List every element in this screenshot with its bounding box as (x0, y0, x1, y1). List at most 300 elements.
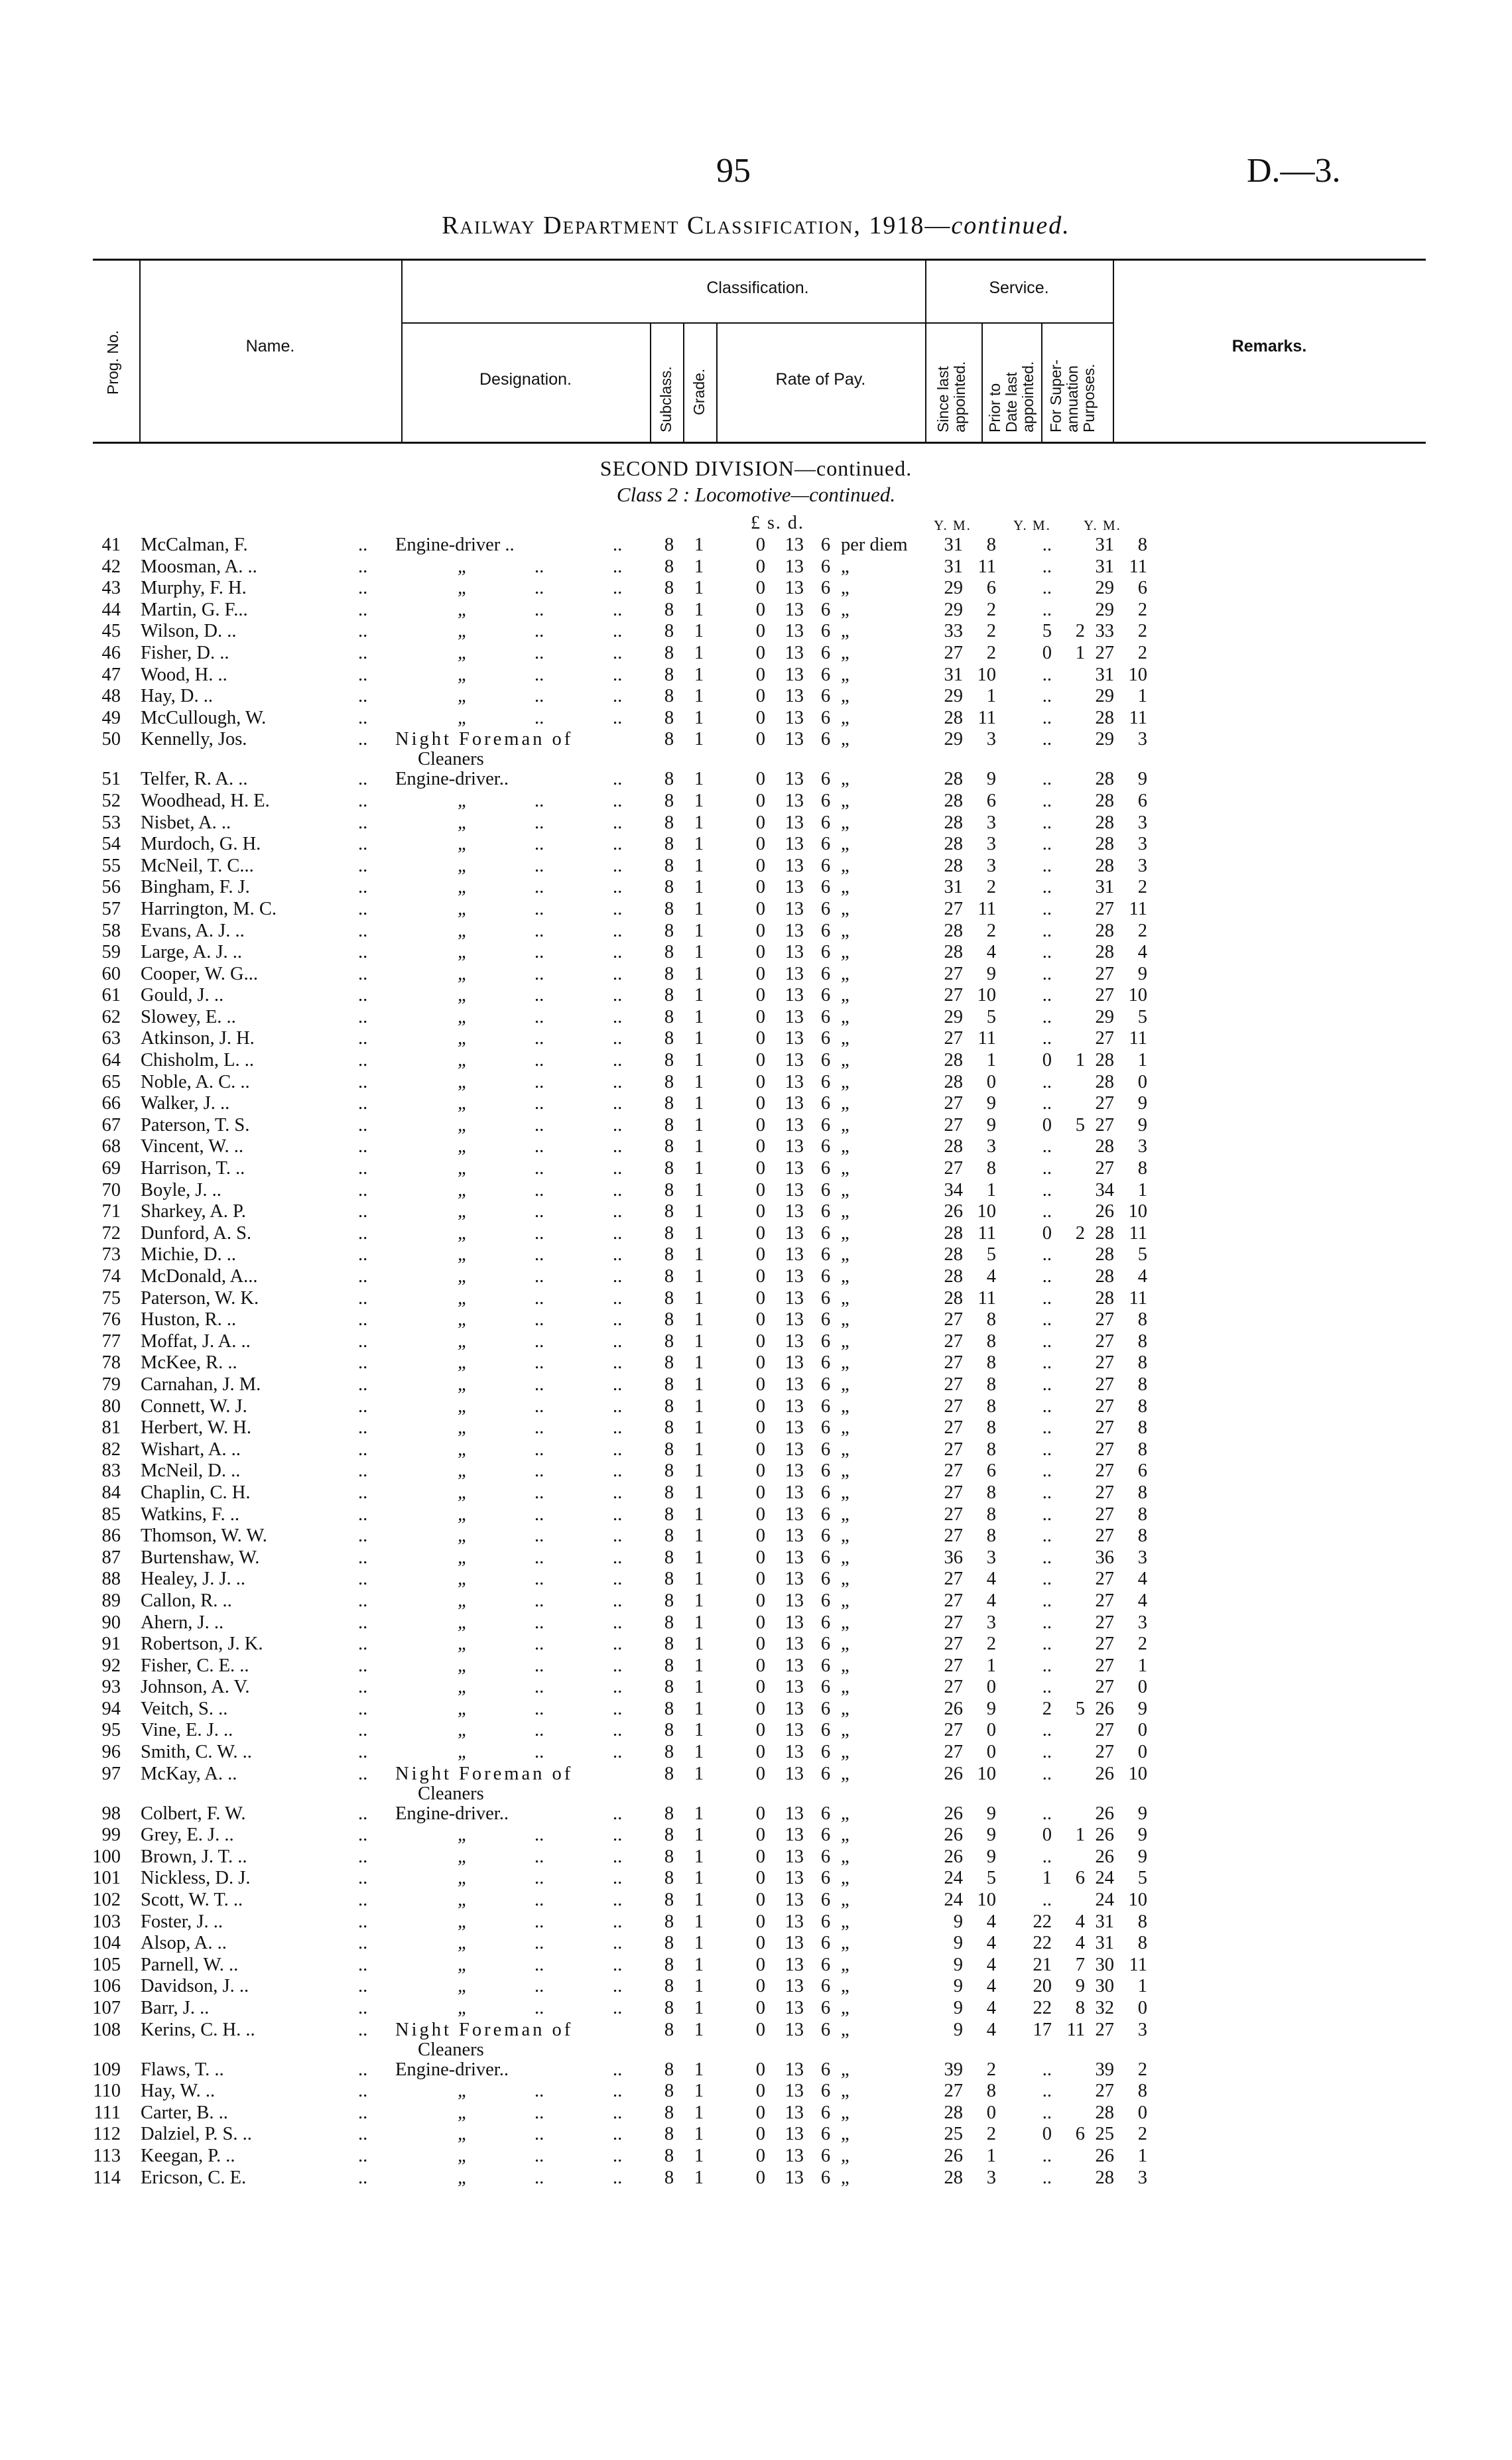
months: 10 (1128, 1890, 1147, 1911)
service-prior (1017, 1072, 1086, 1093)
staff-name: Large, A. J. .. (141, 942, 243, 963)
staff-name: Woodhead, H. E. (141, 790, 270, 811)
years: 28 (944, 1136, 963, 1157)
grade: 1 (694, 1846, 704, 1867)
pay-shillings: 13 (785, 642, 804, 663)
service-superannuation (1080, 2059, 1158, 2081)
months: 9 (1137, 769, 1147, 790)
service-prior (1017, 1223, 1086, 1244)
pay-period: „ (841, 1634, 850, 1655)
years: 27 (1095, 1330, 1114, 1352)
leader-dots: .. (358, 1071, 368, 1092)
ditto-mark: „ (458, 790, 468, 811)
ditto-mark: „ (458, 1890, 468, 1911)
leader-dots: .. (613, 1006, 623, 1027)
years: .. (1042, 1417, 1052, 1439)
service-prior (1017, 1396, 1086, 1417)
pay-pounds: 0 (755, 729, 765, 750)
months: 8 (986, 1417, 996, 1439)
years: 26 (1095, 1825, 1114, 1846)
years: 28 (944, 1244, 963, 1265)
leader-dots: .. (535, 1890, 544, 1911)
months: 1 (986, 2145, 996, 2166)
leader-dots: .. (613, 1136, 623, 1157)
grade: 1 (694, 1954, 704, 1975)
leader-dots: .. (358, 1998, 368, 2018)
prog-no: 54 (101, 834, 121, 855)
months: 2 (1137, 2124, 1147, 2145)
service-prior (1017, 2168, 1086, 2189)
leader-dots: .. (358, 1028, 368, 1049)
years: 28 (1095, 942, 1114, 963)
leader-dots: .. (358, 729, 368, 750)
pay-period: „ (841, 1222, 850, 1244)
pay-pence: 6 (820, 1114, 831, 1135)
pay-shillings: 13 (785, 686, 804, 707)
service-since-last (928, 578, 1007, 599)
pay-pence: 6 (820, 877, 831, 898)
years: 27 (1095, 1460, 1114, 1482)
service-superannuation (1080, 2168, 1158, 2189)
years: 27 (944, 1093, 963, 1114)
leader-dots: .. (358, 621, 368, 642)
months: 3 (1137, 834, 1147, 855)
service-prior (1017, 1868, 1086, 1889)
service-prior (1017, 1976, 1086, 1997)
leader-dots: .. (358, 535, 368, 555)
months: 6 (1075, 2124, 1085, 2145)
years: 27 (1095, 1525, 1114, 1547)
subclass: 8 (664, 729, 674, 750)
staff-name: Vine, E. J. .. (141, 1720, 233, 1741)
table-row (0, 2103, 1512, 2124)
prog-no: 111 (94, 2102, 121, 2123)
service-since-last (928, 1655, 1007, 1677)
ditto-mark: „ (458, 578, 468, 599)
staff-name: Boyle, J. .. (141, 1179, 221, 1200)
months: 1 (986, 686, 996, 707)
years: 27 (944, 1114, 963, 1135)
leader-dots: .. (535, 1439, 544, 1460)
service-prior (1017, 1955, 1086, 1976)
years: 34 (1095, 1179, 1114, 1200)
months: 10 (977, 985, 996, 1006)
years: 26 (1095, 1201, 1114, 1222)
leader-dots: .. (535, 1590, 544, 1611)
months: 4 (1137, 1590, 1147, 1611)
leader-dots: .. (358, 985, 368, 1006)
years: .. (1042, 1309, 1052, 1330)
pay-period: „ (841, 2102, 850, 2123)
leader-dots: .. (358, 1868, 368, 1889)
table-row (0, 1158, 1512, 1180)
years: .. (1042, 2167, 1052, 2188)
pay-pounds: 0 (755, 790, 765, 811)
months: 4 (986, 2019, 996, 2040)
ditto-mark: „ (458, 1266, 468, 1287)
leader-dots: .. (358, 1093, 368, 1114)
years: 31 (1095, 1911, 1114, 1932)
service-superannuation (1080, 1803, 1158, 1825)
grade: 1 (694, 1460, 704, 1482)
service-prior (1017, 1933, 1086, 1954)
service-since-last (928, 985, 1007, 1006)
years: 27 (1095, 1482, 1114, 1503)
service-superannuation (1080, 729, 1158, 750)
months: 11 (1129, 1222, 1147, 1244)
pay-period: „ (841, 1093, 850, 1114)
pay-period: „ (841, 1374, 850, 1395)
leader-dots: .. (358, 1006, 368, 1027)
pay-period: per diem (841, 535, 908, 555)
units-super: Y. M. (1084, 517, 1121, 533)
pay-pounds: 0 (755, 578, 765, 599)
prog-no: 61 (101, 985, 121, 1006)
subclass: 8 (664, 769, 674, 790)
leader-dots: .. (358, 1720, 368, 1741)
staff-name: Ahern, J. .. (141, 1612, 224, 1633)
leader-dots: .. (358, 2145, 368, 2166)
service-prior (1017, 1890, 1086, 1911)
years: 27 (1095, 1720, 1114, 1741)
years: 0 (1042, 642, 1052, 663)
years: 27 (944, 1612, 963, 1633)
years: 31 (1095, 535, 1114, 555)
pay-pence: 6 (820, 1998, 831, 2018)
pay-pence: 6 (820, 642, 831, 663)
pay-period: „ (841, 942, 850, 963)
pay-pounds: 0 (755, 1136, 765, 1157)
years: 27 (1095, 1093, 1114, 1114)
pay-pounds: 0 (755, 2102, 765, 2123)
service-prior (1017, 621, 1086, 642)
pay-pence: 6 (820, 2081, 831, 2102)
pay-shillings: 13 (785, 2019, 804, 2040)
months: 2 (1137, 642, 1147, 663)
years: .. (1042, 1460, 1052, 1482)
service-superannuation (1080, 621, 1158, 642)
pay-pounds: 0 (755, 1093, 765, 1114)
years: 28 (1095, 769, 1114, 790)
pay-shillings: 13 (785, 1244, 804, 1265)
pay-pounds: 0 (755, 1201, 765, 1222)
leader-dots: .. (535, 2102, 544, 2123)
service-prior (1017, 1460, 1086, 1482)
years: 28 (944, 769, 963, 790)
leader-dots: .. (613, 1309, 623, 1330)
years: 9 (953, 1933, 963, 1954)
service-superannuation (1080, 2124, 1158, 2145)
table-row (0, 729, 1512, 769)
prog-no: 99 (101, 1825, 121, 1846)
service-since-last (928, 1201, 1007, 1222)
table-row (0, 1525, 1512, 1547)
leader-dots: .. (535, 1698, 544, 1719)
leader-dots: .. (358, 1612, 368, 1633)
years: 27 (944, 1482, 963, 1503)
leader-dots: .. (535, 985, 544, 1006)
leader-dots: .. (613, 1439, 623, 1460)
pay-pence: 6 (820, 1222, 831, 1244)
prog-no: 82 (101, 1439, 121, 1460)
header-subclass: Subclass. (657, 366, 674, 432)
table-row (0, 1890, 1512, 1911)
table-row (0, 2146, 1512, 2168)
table-row (0, 1331, 1512, 1353)
service-superannuation (1080, 1655, 1158, 1677)
staff-name: McDonald, A... (141, 1266, 258, 1287)
pay-shillings: 13 (785, 729, 804, 750)
pay-period: „ (841, 1720, 850, 1741)
pay-pence: 6 (820, 1374, 831, 1395)
pay-period: „ (841, 898, 850, 919)
service-prior (1017, 1244, 1086, 1265)
years: 26 (1095, 2145, 1114, 2166)
service-prior (1017, 2059, 1086, 2081)
staff-name: Thomson, W. W. (141, 1525, 267, 1547)
subclass: 8 (664, 1287, 674, 1309)
leader-dots: .. (358, 1825, 368, 1846)
months: 11 (1129, 898, 1147, 919)
years: 9 (953, 1998, 963, 2018)
months: 3 (1137, 1547, 1147, 1568)
prog-no: 41 (101, 535, 121, 555)
grade: 1 (694, 1911, 704, 1932)
pay-period: „ (841, 834, 850, 855)
pay-pounds: 0 (755, 1803, 765, 1824)
leader-dots: .. (535, 790, 544, 811)
years: 26 (944, 1825, 963, 1846)
leader-dots: .. (613, 1677, 623, 1698)
years: 31 (944, 664, 963, 685)
pay-period: „ (841, 1395, 850, 1417)
months: 8 (986, 1309, 996, 1330)
staff-name: Grey, E. J. .. (141, 1825, 234, 1846)
prog-no: 49 (101, 707, 121, 728)
leader-dots: .. (358, 769, 368, 790)
leader-dots: .. (535, 1266, 544, 1287)
leader-dots: .. (613, 1846, 623, 1867)
pay-shillings: 13 (785, 2124, 804, 2145)
pay-period: „ (841, 1352, 850, 1374)
pay-pounds: 0 (755, 2019, 765, 2040)
pay-period: „ (841, 1136, 850, 1157)
staff-name: Connett, W. J. (141, 1395, 247, 1417)
years: 27 (944, 1028, 963, 1049)
prog-no: 90 (101, 1612, 121, 1633)
pay-pounds: 0 (755, 686, 765, 707)
prog-no: 43 (101, 578, 121, 599)
pay-period: „ (841, 1976, 850, 1997)
months: 8 (1137, 1330, 1147, 1352)
subclass: 8 (664, 1825, 674, 1846)
pay-pence: 6 (820, 2019, 831, 2040)
pay-period: „ (841, 1954, 850, 1975)
service-superannuation (1080, 1998, 1158, 2019)
months: 9 (1137, 1114, 1147, 1135)
prog-no: 84 (101, 1482, 121, 1503)
service-since-last (928, 665, 1007, 686)
leader-dots: .. (613, 1071, 623, 1092)
leader-dots: .. (613, 1998, 623, 2018)
grade: 1 (694, 1266, 704, 1287)
years: .. (1042, 1006, 1052, 1027)
leader-dots: .. (535, 1846, 544, 1867)
service-since-last (928, 1890, 1007, 1911)
prog-no: 57 (101, 898, 121, 919)
grade: 1 (694, 920, 704, 941)
subclass: 8 (664, 1998, 674, 2018)
leader-dots: .. (613, 2081, 623, 2102)
years: 29 (1095, 599, 1114, 620)
years: 27 (1095, 1417, 1114, 1439)
grade: 1 (694, 1825, 704, 1846)
service-superannuation (1080, 643, 1158, 664)
pay-period: „ (841, 1655, 850, 1676)
service-prior (1017, 1288, 1086, 1309)
service-superannuation (1080, 1933, 1158, 1954)
pay-pence: 6 (820, 1698, 831, 1719)
table-row (0, 1244, 1512, 1266)
months: 8 (1137, 1158, 1147, 1179)
pay-pence: 6 (820, 1933, 831, 1954)
subclass: 8 (664, 2167, 674, 2188)
pay-pence: 6 (820, 942, 831, 963)
months: 3 (986, 1136, 996, 1157)
service-superannuation (1080, 1028, 1158, 1049)
service-superannuation (1080, 1590, 1158, 1612)
service-prior (1017, 1803, 1086, 1825)
months: 9 (986, 1698, 996, 1719)
pay-pence: 6 (820, 1677, 831, 1698)
leader-dots: .. (613, 1352, 623, 1374)
table-row (0, 1612, 1512, 1634)
leader-dots: .. (535, 1868, 544, 1889)
years: 26 (944, 1201, 963, 1222)
years: 27 (944, 1655, 963, 1676)
months: 2 (986, 2124, 996, 2145)
service-prior (1017, 665, 1086, 686)
leader-dots: .. (535, 1417, 544, 1439)
staff-name: McNeil, D. .. (141, 1460, 241, 1482)
designation: Engine-driver.. (395, 2059, 509, 2080)
leader-dots: .. (613, 1954, 623, 1975)
months: 1 (986, 1179, 996, 1200)
ditto-mark: „ (458, 1093, 468, 1114)
table-row (0, 834, 1512, 856)
designation: Night Foreman of (395, 729, 574, 750)
staff-name: Veitch, S. .. (141, 1698, 228, 1719)
leader-dots: .. (358, 2019, 368, 2040)
pay-pence: 6 (820, 1547, 831, 1568)
years: .. (1042, 707, 1052, 728)
service-since-last (928, 1331, 1007, 1352)
subclass: 8 (664, 1504, 674, 1525)
pay-pounds: 0 (755, 769, 765, 790)
years: 27 (944, 1634, 963, 1655)
pay-pence: 6 (820, 1417, 831, 1439)
staff-name: Davidson, J. .. (141, 1976, 249, 1997)
pay-pounds: 0 (755, 898, 765, 919)
pay-shillings: 13 (785, 985, 804, 1006)
pay-shillings: 13 (785, 812, 804, 833)
ditto-mark: „ (458, 664, 468, 685)
pay-period: „ (841, 1504, 850, 1525)
pay-pence: 6 (820, 1439, 831, 1460)
subclass: 8 (664, 1590, 674, 1611)
staff-name: Bingham, F. J. (141, 877, 250, 898)
subclass: 8 (664, 1136, 674, 1157)
months: 8 (986, 1158, 996, 1179)
subclass: 8 (664, 1698, 674, 1719)
table-row (0, 665, 1512, 686)
months: 3 (986, 1547, 996, 1568)
leader-dots: .. (358, 1655, 368, 1676)
grade: 1 (694, 1439, 704, 1460)
service-since-last (928, 834, 1007, 855)
pay-period: „ (841, 729, 850, 750)
staff-name: Barr, J. .. (141, 1998, 210, 2018)
pay-shillings: 13 (785, 920, 804, 941)
table-row (0, 1266, 1512, 1288)
years: 26 (1095, 1803, 1114, 1824)
pay-shillings: 13 (785, 1417, 804, 1439)
service-prior (1017, 2081, 1086, 2102)
prog-no: 87 (101, 1547, 121, 1568)
ditto-mark: „ (458, 2145, 468, 2166)
service-prior (1017, 1482, 1086, 1504)
leader-dots: .. (358, 963, 368, 984)
pay-pence: 6 (820, 1742, 831, 1763)
pay-pounds: 0 (755, 1655, 765, 1676)
prog-no: 73 (101, 1244, 121, 1265)
years: 27 (1095, 1677, 1114, 1698)
ditto-mark: „ (458, 1634, 468, 1655)
staff-name: Kennelly, Jos. (141, 729, 247, 750)
pay-shillings: 13 (785, 1287, 804, 1309)
subclass: 8 (664, 1093, 674, 1114)
col-divider (650, 322, 651, 443)
pay-pounds: 0 (755, 1050, 765, 1071)
pay-pence: 6 (820, 834, 831, 855)
leader-dots: .. (358, 1933, 368, 1954)
subclass: 8 (664, 1374, 674, 1395)
units-pay: £ s. d. (751, 513, 804, 533)
ditto-mark: „ (458, 1028, 468, 1049)
service-prior (1017, 1136, 1086, 1157)
service-superannuation (1080, 1677, 1158, 1698)
grade: 1 (694, 812, 704, 833)
years: 31 (1095, 877, 1114, 898)
table-row (0, 2168, 1512, 2189)
service-superannuation (1080, 535, 1158, 556)
table-row (0, 1072, 1512, 1094)
subclass: 8 (664, 1439, 674, 1460)
ditto-mark: „ (458, 1050, 468, 1071)
prog-no: 58 (101, 920, 121, 941)
pay-pence: 6 (820, 578, 831, 599)
years: 17 (1033, 2019, 1052, 2040)
ditto-mark: „ (458, 1612, 468, 1633)
prog-no: 60 (101, 963, 121, 984)
service-since-last (928, 1955, 1007, 1976)
designation-continued: Cleaners (418, 749, 484, 770)
leader-dots: .. (535, 1525, 544, 1547)
ditto-mark: „ (458, 898, 468, 919)
table-row (0, 2059, 1512, 2081)
service-prior (1017, 985, 1086, 1006)
subclass: 8 (664, 1677, 674, 1698)
